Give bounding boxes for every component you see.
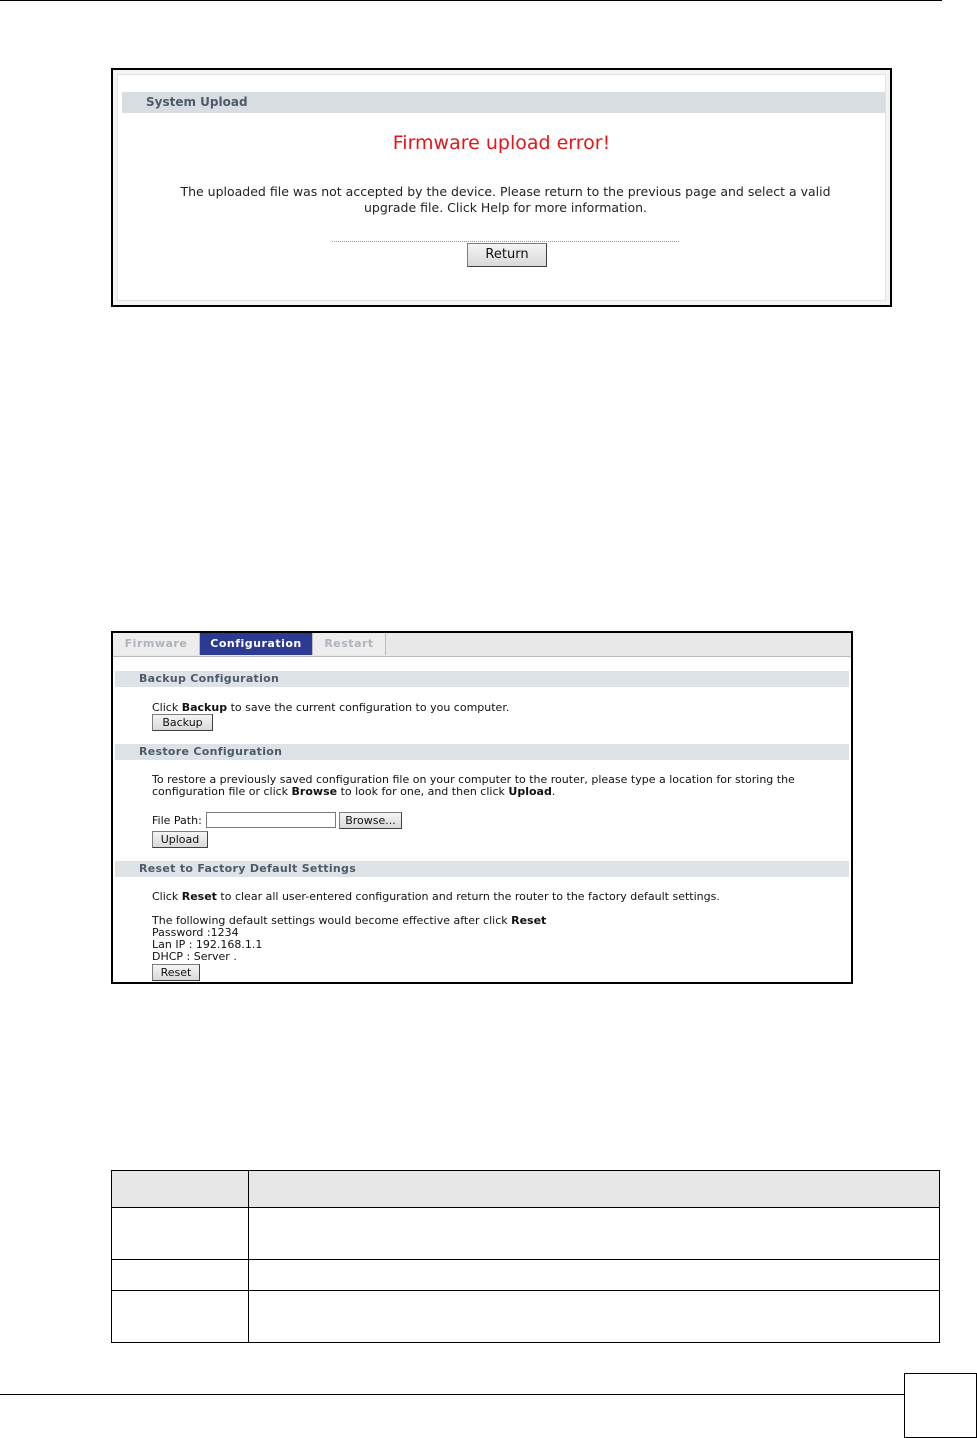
reset-section-title: Reset to Factory Default Settings — [139, 862, 357, 875]
default-password: Password :1234 — [152, 926, 239, 939]
restore-instructions-line1: To restore a previously saved configuration file on your computer to the router, please type a location for storing the — [152, 773, 795, 786]
default-dhcp: DHCP : Server . — [152, 950, 237, 963]
header-rule — [0, 0, 942, 1]
reset-section-header — [115, 861, 849, 877]
table-cell — [249, 1208, 940, 1260]
tab-bar — [113, 633, 851, 657]
reset-defaults-intro: The following default settings would become effective after click Reset — [152, 914, 547, 927]
section-header — [122, 92, 885, 113]
table-row — [112, 1291, 940, 1343]
table-cell — [112, 1291, 249, 1343]
default-lan-ip: Lan IP : 192.168.1.1 — [152, 938, 263, 951]
tab-restart[interactable]: Restart — [313, 633, 386, 655]
reset-button[interactable]: Reset — [152, 964, 200, 981]
table-row — [112, 1260, 940, 1291]
footer-rule — [0, 1394, 905, 1395]
table-cell — [249, 1260, 940, 1291]
browse-button[interactable]: Browse... — [339, 812, 402, 829]
field-description-table — [111, 1170, 940, 1343]
table-cell — [112, 1208, 249, 1260]
table-row — [112, 1208, 940, 1260]
table-header-cell — [112, 1171, 249, 1208]
error-heading: Firmware upload error! — [392, 132, 611, 154]
reset-instructions: Click Reset to clear all user-entered configuration and return the router to the factory default settings. — [152, 890, 720, 903]
restore-instructions-line2: configuration file or click Browse to look for one, and then click Upload. — [152, 785, 556, 798]
system-upload-screenshot — [111, 68, 892, 307]
table-cell — [249, 1291, 940, 1343]
table-header-cell — [249, 1171, 940, 1208]
restore-section-title: Restore Configuration — [139, 745, 283, 758]
backup-section-title: Backup Configuration — [139, 672, 280, 685]
table-header-row — [112, 1171, 940, 1208]
return-button[interactable]: Return — [467, 243, 547, 267]
configuration-screenshot — [111, 631, 853, 984]
error-message: The uploaded file was not accepted by the device. Please return to the previous page and select a valid upgrade file. Click Help for more information. — [180, 184, 831, 215]
upload-button[interactable]: Upload — [152, 831, 208, 848]
page-number-box — [904, 1373, 977, 1438]
tab-configuration[interactable]: Configuration — [200, 633, 313, 655]
backup-instructions: Click Backup to save the current configuration to you computer. — [152, 701, 510, 714]
system-upload-panel — [117, 74, 886, 301]
tab-firmware[interactable]: Firmware — [113, 633, 200, 655]
dotted-divider — [332, 241, 679, 242]
section-title: System Upload — [146, 95, 248, 109]
backup-button[interactable]: Backup — [152, 714, 213, 731]
file-path-label: File Path: — [152, 814, 202, 827]
file-path-input[interactable] — [206, 812, 336, 828]
backup-section-header — [115, 671, 849, 687]
table-cell — [112, 1260, 249, 1291]
restore-section-header — [115, 744, 849, 760]
